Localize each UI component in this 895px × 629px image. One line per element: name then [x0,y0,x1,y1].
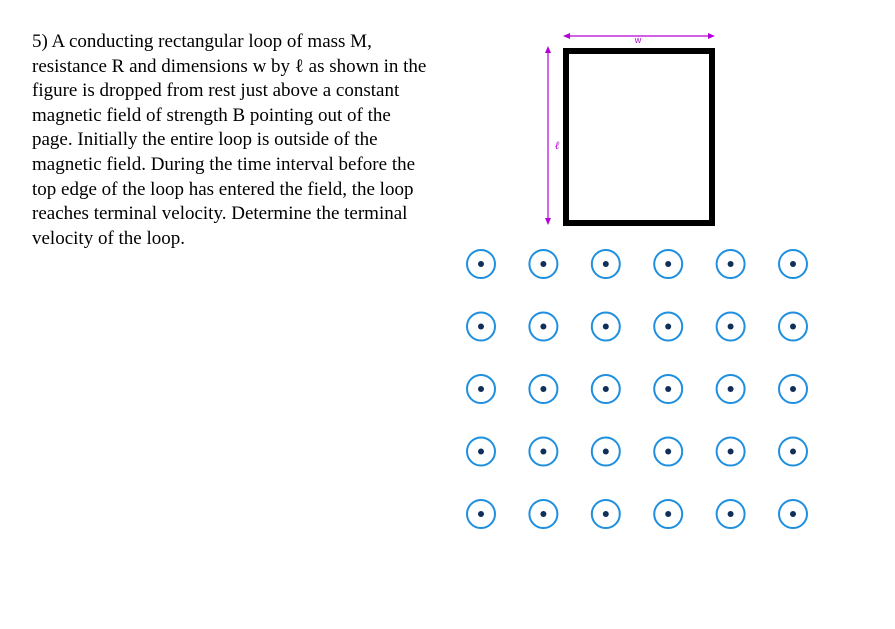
problem-line-2: resistance R and dimensions w by ℓ as shown in the [32,55,427,77]
conducting-loop [566,51,712,223]
field-out-of-page-icon [467,500,495,528]
field-out-of-page-icon [467,375,495,403]
field-out-of-page-icon [654,250,682,278]
width-label: w [634,35,642,45]
field-out-of-page-icon [654,375,682,403]
field-out-of-page-icon [529,438,557,466]
field-out-of-page-icon [654,313,682,341]
problem-line-9: velocity of the loop. [32,227,186,249]
field-out-of-page-icon [592,250,620,278]
field-out-of-page-icon [467,313,495,341]
problem-line-5: page. Initially the entire loop is outside of the [32,129,378,151]
field-out-of-page-icon [592,313,620,341]
problem-line-3: figure is dropped from rest just above a constant [32,80,400,102]
length-label: ℓ [554,140,560,152]
problem-line-4: magnetic field of strength B pointing out of the [32,104,391,126]
problem-line-7: top edge of the loop has entered the field, the loop [32,178,414,200]
field-out-of-page-icon [592,438,620,466]
field-out-of-page-icon [529,375,557,403]
field-out-of-page-icon [529,313,557,341]
field-out-of-page-icon [529,250,557,278]
field-out-of-page-icon [717,438,745,466]
field-out-of-page-icon [717,250,745,278]
field-out-of-page-icon [592,500,620,528]
field-out-of-page-icon [654,500,682,528]
length-arrowhead-top [545,46,551,53]
field-out-of-page-icon [779,250,807,278]
field-out-of-page-icon [717,375,745,403]
problem-line-1: 5) A conducting rectangular loop of mass M, [32,31,372,52]
problem-line-8: reaches terminal velocity. Determine the terminal [32,203,408,225]
field-out-of-page-icon [717,500,745,528]
field-out-of-page-icon [467,250,495,278]
width-arrowhead-left [563,33,570,39]
field-out-of-page-icon [654,438,682,466]
width-dimension [563,33,715,45]
problem-line-6: magnetic field. During the time interval before the [32,153,416,175]
field-out-of-page-icon [467,438,495,466]
field-out-of-page-icon [779,375,807,403]
field-out-of-page-icon [717,313,745,341]
field-out-of-page-icon [779,438,807,466]
length-dimension [545,46,560,225]
magnetic-field-grid [467,250,807,528]
field-out-of-page-icon [779,500,807,528]
length-arrowhead-bottom [545,218,551,225]
field-out-of-page-icon [592,375,620,403]
field-out-of-page-icon [529,500,557,528]
width-arrowhead-right [708,33,715,39]
field-out-of-page-icon [779,313,807,341]
